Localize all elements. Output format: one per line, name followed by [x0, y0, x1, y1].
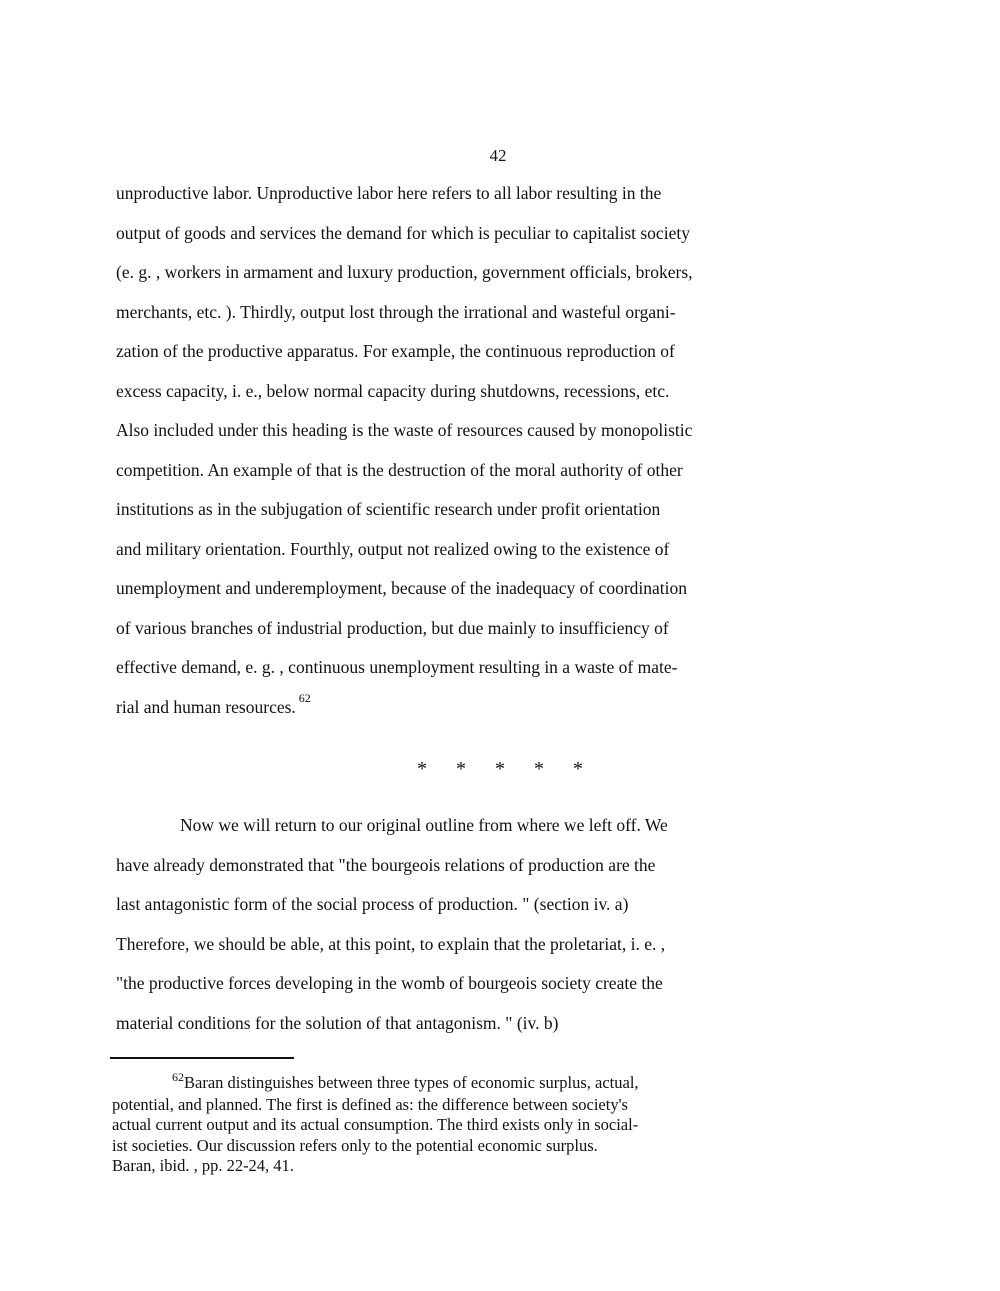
footnote-line: ist societies. Our discussion refers only to the potential economic surplus. [112, 1135, 598, 1155]
text-line: Also included under this heading is the waste of resources caused by monopolistic [116, 420, 693, 440]
separator-star: * [456, 758, 466, 780]
footnote-line: potential, and planned. The first is defined as: the difference between society's [112, 1094, 628, 1114]
text-line-content: rial and human resources. [116, 696, 296, 717]
footnote-line: actual current output and its actual consumption. The third exists only in social- [112, 1115, 639, 1135]
text-line: last antagonistic form of the social process of production. " (section iv. a) [116, 894, 629, 914]
section-separator [0, 758, 1000, 781]
footnote-reference[interactable]: 62 [298, 690, 311, 705]
paragraph-continued [116, 174, 876, 729]
footnote-text: Baran distinguishes between three types of economic surplus, actual, [184, 1073, 639, 1092]
text-line: have already demonstrated that "the bourgeois relations of production are the [116, 854, 656, 875]
paragraph-new [116, 806, 876, 1043]
separator-star: * [573, 758, 583, 780]
footnote-line [112, 1070, 872, 1095]
footnote-number: 62 [172, 1070, 184, 1084]
text-line: institutions as in the subjugation of scientific research under profit orientation [116, 499, 661, 519]
footnote [112, 1070, 872, 1177]
separator-star: * [534, 758, 544, 780]
text-line: and military orientation. Fourthly, output not realized owing to the existence of [116, 538, 670, 559]
text-line: of various branches of industrial production, but due mainly to insufficiency of [116, 617, 669, 638]
text-line: unemployment and underemployment, because of the inadequacy of coordination [116, 578, 687, 598]
text-line: competition. An example of that is the destruction of the moral authority of other [116, 459, 683, 480]
separator-star: * [417, 758, 427, 780]
text-line: excess capacity, i. e., below normal capacity during shutdowns, recessions, etc. [116, 380, 670, 401]
text-line: output of goods and services the demand for which is peculiar to capitalist society [116, 222, 690, 243]
text-line: "the productive forces developing in the womb of bourgeois society create the [116, 973, 663, 993]
text-line: merchants, etc. ). Thirdly, output lost through the irrational and wasteful organi- [116, 301, 676, 322]
text-line: effective demand, e. g. , continuous unemployment resulting in a waste of mate- [116, 657, 678, 677]
text-line: (e. g. , workers in armament and luxury production, government officials, brokers, [116, 262, 693, 282]
text-line: zation of the productive apparatus. For example, the continuous reproduction of [116, 341, 675, 361]
text-line: Therefore, we should be able, at this point, to explain that the proletariat, i. e. , [116, 933, 666, 954]
page-number: 42 [489, 146, 507, 165]
separator-star: * [495, 758, 505, 780]
text-line: material conditions for the solution of that antagonism. " (iv. b) [116, 1012, 559, 1033]
text-line: unproductive labor. Unproductive labor here refers to all labor resulting in the [116, 183, 662, 203]
text-line-last [116, 688, 876, 730]
text-line: Now we will return to our original outline from where we left off. We [180, 815, 668, 835]
footnote-line: Baran, ibid. , pp. 22-24, 41. [112, 1156, 294, 1176]
footnote-divider [110, 1057, 294, 1059]
